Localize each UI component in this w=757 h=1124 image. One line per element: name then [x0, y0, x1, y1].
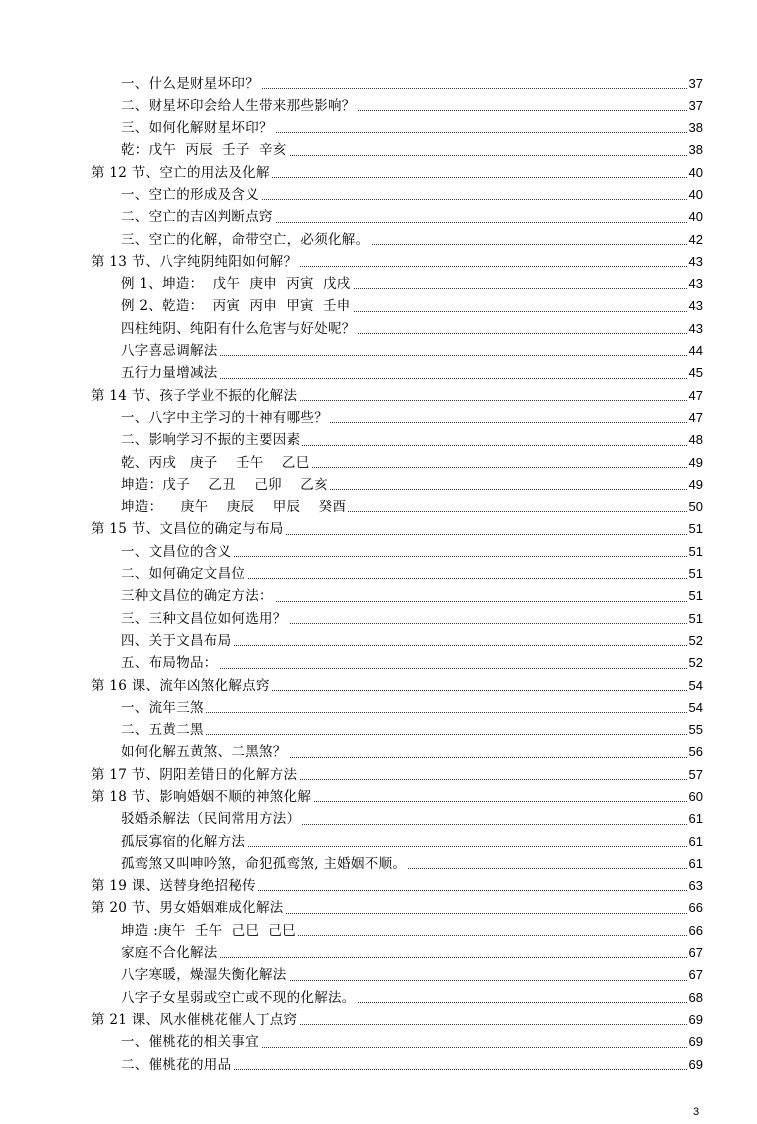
toc-entry-title: 一、空亡的形成及含义 — [121, 186, 259, 203]
toc-entry-title: 三种文昌位的确定方法： — [121, 588, 273, 605]
toc-section-entry[interactable] — [91, 897, 703, 919]
toc-subentry[interactable] — [121, 206, 703, 228]
toc-entry-title: 第 20 节、男女婚姻难成化解法 — [91, 900, 284, 917]
toc-entry-page: 67 — [687, 942, 703, 964]
toc-entry-title: 第 19 课、送替身绝招秘传 — [91, 878, 256, 895]
toc-entry-page: 57 — [687, 764, 703, 786]
toc-entry-title: 二、五黄二黑 — [121, 722, 204, 739]
toc-entry-page: 69 — [687, 1054, 703, 1076]
toc-subentry[interactable] — [121, 630, 703, 652]
toc-entry-page: 60 — [687, 786, 703, 808]
toc-entry-title: 一、文昌位的含义 — [121, 543, 232, 560]
toc-dot-leader — [121, 734, 703, 735]
toc-subentry[interactable] — [121, 496, 703, 518]
toc-entry-title: 八字寒暖，燥湿失衡化解法 — [121, 967, 287, 984]
toc-entry-page: 47 — [687, 407, 703, 429]
toc-entry-page: 66 — [687, 897, 703, 919]
toc-entry-title: 五行力量增减法 — [121, 365, 218, 382]
toc-subentry[interactable] — [121, 474, 703, 496]
toc-entry-page: 51 — [687, 585, 703, 607]
toc-entry-title: 如何化解五黄煞、二黑煞？ — [121, 744, 287, 761]
toc-entry-page: 44 — [687, 340, 703, 362]
toc-entry-page: 69 — [687, 1031, 703, 1053]
toc-subentry[interactable] — [121, 340, 703, 362]
toc-entry-page: 40 — [687, 184, 703, 206]
toc-subentry[interactable] — [121, 964, 703, 986]
toc-subentry[interactable] — [121, 273, 703, 295]
toc-entry-title: 一、流年三煞 — [121, 699, 204, 716]
toc-entry-page: 61 — [687, 831, 703, 853]
table-of-contents — [0, 73, 757, 1076]
toc-entry-title: 二、空亡的吉凶判断点窍 — [121, 209, 273, 226]
toc-entry-page: 37 — [687, 73, 703, 95]
toc-entry-page: 52 — [687, 652, 703, 674]
toc-entry-title: 孤鸾煞又叫呻吟煞，命犯孤鸾煞, 主婚姻不顺。 — [121, 855, 407, 872]
toc-entry-title: 第 16 课、流年凶煞化解点窍 — [91, 677, 270, 694]
toc-subentry[interactable] — [121, 652, 703, 674]
toc-subentry[interactable] — [121, 987, 703, 1009]
toc-entry-page: 55 — [687, 719, 703, 741]
toc-subentry[interactable] — [121, 1054, 703, 1076]
toc-entry-title: 四柱纯阴、纯阳有什么危害与好处呢？ — [121, 320, 356, 337]
toc-subentry[interactable] — [121, 229, 703, 251]
toc-section-entry[interactable] — [91, 162, 703, 184]
toc-entry-title: 八字子女星弱或空亡或不现的化解法。 — [121, 989, 356, 1006]
toc-subentry[interactable] — [121, 853, 703, 875]
toc-subentry[interactable] — [121, 452, 703, 474]
toc-entry-page: 50 — [687, 496, 703, 518]
toc-subentry[interactable] — [121, 608, 703, 630]
toc-entry-title: 坤造 :庚午 壬午 己巳 己巳 — [121, 922, 296, 939]
toc-entry-page: 43 — [687, 318, 703, 340]
toc-entry-page: 49 — [687, 474, 703, 496]
toc-entry-title: 二、影响学习不振的主要因素 — [121, 432, 301, 449]
toc-subentry[interactable] — [121, 184, 703, 206]
toc-entry-title: 第 18 节、影响婚姻不顺的神煞化解 — [91, 789, 312, 805]
toc-entry-page: 43 — [687, 273, 703, 295]
toc-entry-title: 第 13 节、八字纯阴纯阳如何解？ — [91, 253, 298, 270]
toc-section-entry[interactable] — [91, 1009, 703, 1031]
toc-entry-page: 42 — [687, 229, 703, 251]
toc-entry-title: 坤造： 庚午 庚辰 甲辰 癸酉 — [121, 499, 347, 516]
toc-subentry[interactable] — [121, 563, 703, 585]
toc-entry-title: 驳婚杀解法（民间常用方法） — [121, 811, 301, 828]
toc-entry-title: 第 17 节、阴阳差错日的化解方法 — [91, 766, 298, 783]
toc-entry-page: 51 — [687, 541, 703, 563]
toc-entry-page: 43 — [687, 295, 703, 317]
toc-subentry[interactable] — [121, 831, 703, 853]
toc-entry-page: 54 — [687, 697, 703, 719]
toc-entry-page: 52 — [687, 630, 703, 652]
toc-entry-page: 40 — [687, 162, 703, 184]
toc-entry-title: 乾：戊午 丙辰 壬子 辛亥 — [121, 142, 287, 159]
toc-section-entry[interactable] — [91, 675, 703, 697]
toc-entry-page: 49 — [687, 452, 703, 474]
toc-entry-title: 坤造：戊子 乙丑 己卯 乙亥 — [121, 476, 328, 493]
toc-entry-title: 四、关于文昌布局 — [121, 632, 232, 649]
toc-section-entry[interactable] — [91, 875, 703, 897]
toc-entry-page: 68 — [687, 987, 703, 1009]
toc-entry-title: 三、空亡的化解，命带空亡，必须化解。 — [121, 231, 370, 248]
toc-entry-title: 一、八字中主学习的十神有哪些？ — [121, 409, 328, 426]
toc-entry-title: 三、如何化解财星坏印？ — [121, 120, 273, 137]
toc-subentry[interactable] — [121, 295, 703, 317]
toc-entry-title: 三、三种文昌位如何选用？ — [121, 610, 287, 627]
toc-entry-page: 56 — [687, 741, 703, 763]
toc-entry-page: 45 — [687, 362, 703, 384]
toc-section-entry[interactable] — [91, 764, 703, 786]
page-number: 3 — [693, 1106, 700, 1118]
toc-entry-page: 48 — [687, 429, 703, 451]
toc-subentry[interactable] — [121, 808, 703, 830]
toc-entry-title: 八字喜忌调解法 — [121, 343, 218, 360]
toc-entry-page: 54 — [687, 675, 703, 697]
toc-entry-title: 二、催桃花的用品 — [121, 1056, 232, 1073]
toc-subentry[interactable] — [121, 719, 703, 741]
toc-entry-page: 66 — [687, 920, 703, 942]
toc-subentry[interactable] — [121, 362, 703, 384]
toc-subentry[interactable] — [121, 741, 703, 763]
toc-subentry[interactable] — [121, 117, 703, 139]
toc-entry-title: 孤辰寡宿的化解方法 — [121, 833, 246, 850]
toc-subentry[interactable] — [121, 95, 703, 117]
toc-subentry[interactable] — [121, 429, 703, 451]
toc-entry-title: 第 15 节、文昌位的确定与布局 — [91, 521, 284, 538]
toc-entry-title: 一、催桃花的相关事宜 — [121, 1034, 259, 1051]
toc-entry-page: 61 — [687, 853, 703, 875]
toc-entry-page: 43 — [687, 251, 703, 273]
toc-entry-page: 51 — [687, 518, 703, 540]
toc-entry-title: 乾、丙戌 庚子 壬午 乙巳 — [121, 454, 310, 471]
toc-entry-title: 例 1、坤造： 戊午 庚申 丙寅 戊戌 — [121, 276, 351, 293]
toc-entry-page: 37 — [687, 95, 703, 117]
toc-entry-page: 51 — [687, 608, 703, 630]
toc-entry-title: 第 14 节、孩子学业不振的化解法 — [91, 387, 298, 404]
toc-entry-page: 38 — [687, 117, 703, 139]
toc-entry-page: 40 — [687, 206, 703, 228]
toc-subentry[interactable] — [121, 139, 703, 161]
toc-subentry[interactable] — [121, 1031, 703, 1053]
toc-entry-page: 67 — [687, 964, 703, 986]
toc-entry-page: 47 — [687, 385, 703, 407]
toc-subentry[interactable] — [121, 585, 703, 607]
toc-entry-page: 63 — [687, 875, 703, 897]
toc-section-entry[interactable] — [91, 786, 703, 808]
toc-entry-page: 61 — [687, 808, 703, 830]
toc-entry-page: 69 — [687, 1009, 703, 1031]
toc-subentry[interactable] — [121, 920, 703, 942]
toc-section-entry[interactable] — [91, 251, 703, 273]
toc-entry-title: 第 12 节、空亡的用法及化解 — [91, 164, 270, 181]
toc-subentry[interactable] — [121, 697, 703, 719]
toc-subentry[interactable] — [121, 541, 703, 563]
toc-entry-title: 第 21 课、风水催桃花催人丁点窍 — [91, 1011, 298, 1028]
toc-entry-page: 38 — [687, 139, 703, 161]
toc-subentry[interactable] — [121, 73, 703, 95]
toc-entry-page: 51 — [687, 563, 703, 585]
toc-entry-title: 二、财星坏印会给人生带来那些影响？ — [121, 97, 356, 114]
toc-subentry[interactable] — [121, 318, 703, 340]
toc-section-entry[interactable] — [91, 518, 703, 540]
toc-entry-title: 一、什么是财星坏印？ — [121, 75, 259, 92]
toc-dot-leader — [121, 712, 703, 713]
toc-entry-title: 家庭不合化解法 — [121, 945, 218, 962]
toc-subentry[interactable] — [121, 407, 703, 429]
toc-entry-title: 例 2、乾造： 丙寅 丙申 甲寅 壬申 — [121, 298, 351, 315]
toc-entry-title: 五、布局物品： — [121, 655, 218, 672]
toc-entry-title: 二、如何确定文昌位 — [121, 566, 246, 583]
toc-section-entry[interactable] — [91, 385, 703, 407]
toc-subentry[interactable] — [121, 942, 703, 964]
